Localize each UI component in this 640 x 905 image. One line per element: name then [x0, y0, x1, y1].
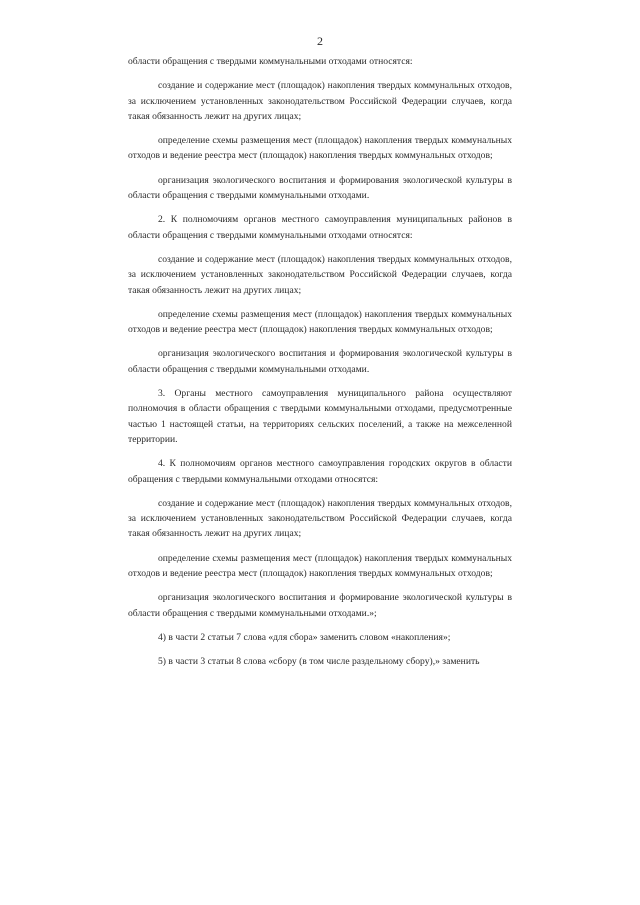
- paragraph: организация экологического воспитания и формирования экологической культуры в области обращения с твердыми коммунальными отходами.: [128, 174, 512, 202]
- paragraph: 5) в части 3 статьи 8 слова «сбору (в том числе раздельному сбору),» заменить: [158, 656, 480, 668]
- paragraph: 4. К полномочиям органов местного самоуправления городских округов в области обращения с твердыми коммунальными отходами относятся:: [128, 458, 512, 485]
- paragraph: определение схемы размещения мест (площадок) накопления твердых коммунальных отходов и ведение реестра мест (площадок) накопления твердых коммунальных отходов;: [128, 135, 512, 162]
- paragraph: создание и содержание мест (площадок) накопления твердых коммунальных отходов, за исключением установленных законодательством Российской Федерации случаев, когда такая обязанность лежит на других лицах;: [128, 497, 512, 540]
- page-number: 2: [317, 34, 323, 48]
- paragraph: 4) в части 2 статьи 7 слова «для сбора» заменить словом «накопления»;: [158, 631, 451, 643]
- paragraph: организация экологического воспитания и формирование экологической культуры в области обращения с твердыми коммунальными отходами.»;: [128, 592, 512, 619]
- paragraph: 2. К полномочиям органов местного самоуправления муниципальных районов в области обращения с твердыми коммунальными отходами относятся:: [128, 214, 512, 241]
- paragraph: создание и содержание мест (площадок) накопления твердых коммунальных отходов, за исключением установленных законодательством Российской Федерации случаев, когда такая обязанность лежит на других лицах;: [128, 80, 512, 122]
- paragraph: 3. Органы местного самоуправления муниципального района осуществляют полномочия в области обращения с твердыми коммунальными отходами, предусмотренные частью 1 настоящей статьи, на территориях сельских поселений, а также на межселенной территории.: [128, 388, 512, 445]
- paragraph: определение схемы размещения мест (площадок) накопления твердых коммунальных отходов и ведение реестра мест (площадок) накопления твердых коммунальных отходов;: [128, 552, 512, 580]
- document-body: [128, 54, 512, 679]
- paragraph: определение схемы размещения мест (площадок) накопления твердых коммунальных отходов и ведение реестра мест (площадок) накопления твердых коммунальных отходов;: [128, 308, 512, 336]
- paragraph: организация экологического воспитания и формирования экологической культуры в области обращения с твердыми коммунальными отходами.: [128, 348, 512, 375]
- paragraph: области обращения с твердыми коммунальными отходами относятся:: [128, 56, 413, 67]
- paragraph: создание и содержание мест (площадок) накопления твердых коммунальных отходов, за исключением установленных законодательством Российской Федерации случаев, когда такая обязанность лежит на других лицах;: [128, 253, 512, 296]
